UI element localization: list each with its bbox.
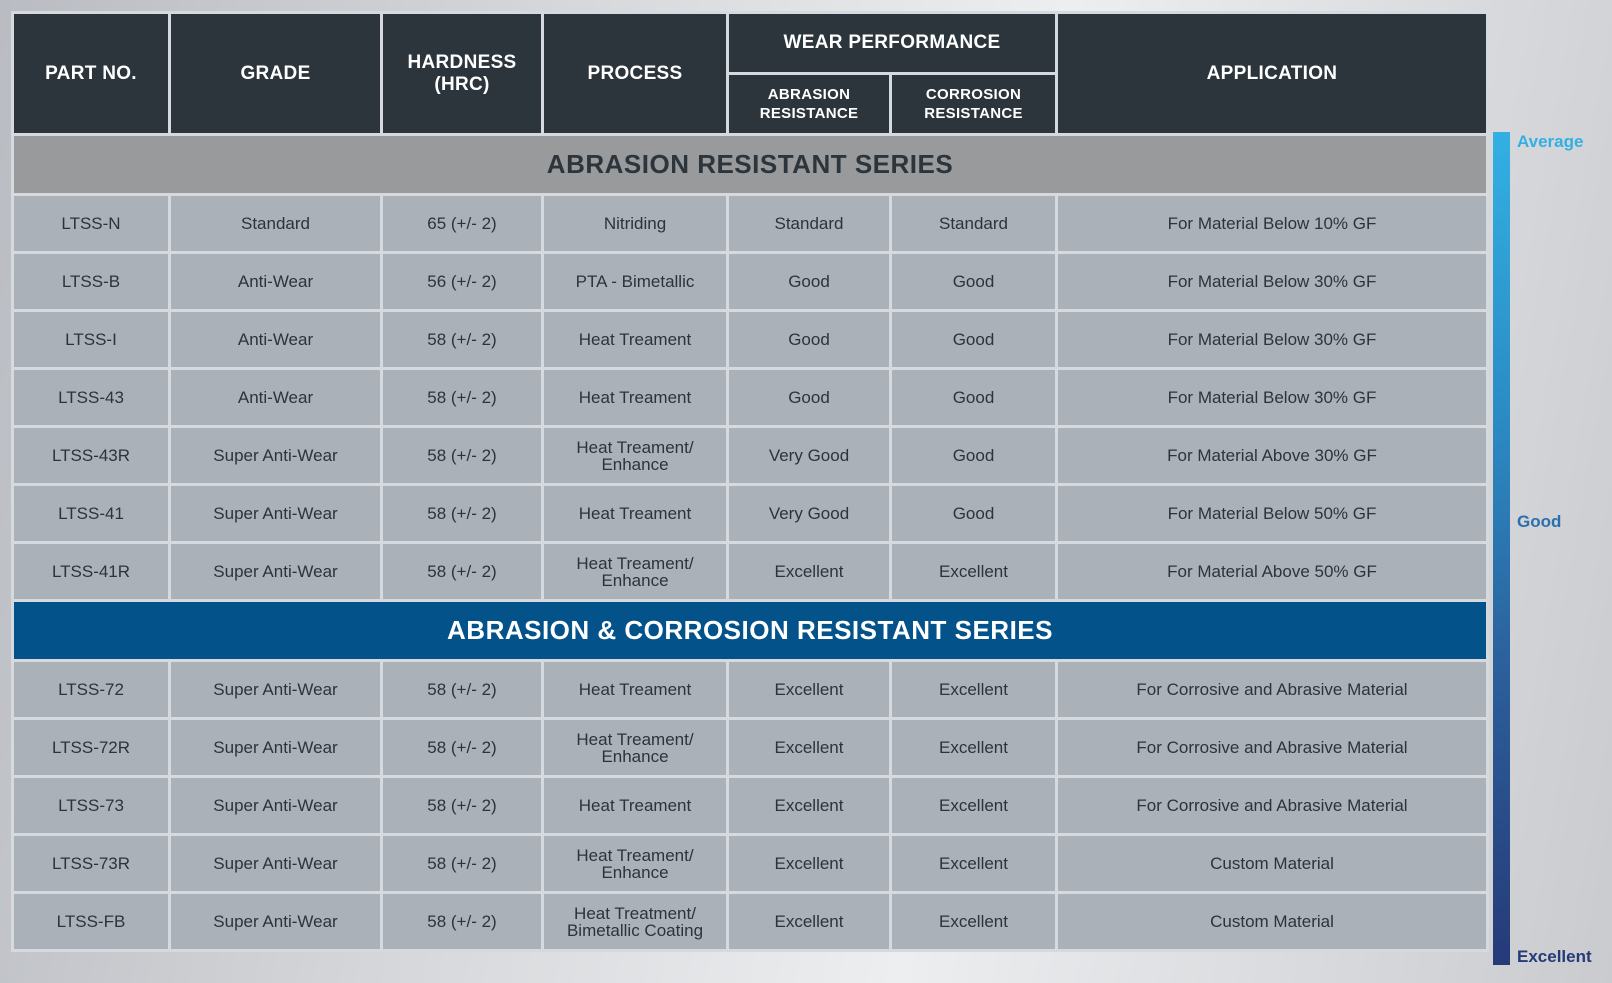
table-row (13, 661, 1488, 719)
header-wear-performance: WEAR PERFORMANCE (728, 13, 1057, 74)
cell-process (543, 369, 728, 427)
cell-process-line: Heat Treament/ (576, 437, 694, 457)
cell-corrosion: Good (891, 311, 1057, 369)
cell-grade: Anti-Wear (170, 369, 382, 427)
cell-application: For Material Below 50% GF (1057, 485, 1488, 543)
cell-application: For Material Below 30% GF (1057, 253, 1488, 311)
cell-application: For Material Above 50% GF (1057, 543, 1488, 601)
header-corrosion-resistance (891, 74, 1057, 135)
table-row (13, 195, 1488, 253)
section-title: ABRASION RESISTANT SERIES (13, 135, 1488, 195)
cell-process-line: Heat Treament/ (576, 845, 694, 865)
cell-grade: Anti-Wear (170, 311, 382, 369)
table-row (13, 835, 1488, 893)
cell-grade: Anti-Wear (170, 253, 382, 311)
table-body (13, 135, 1488, 951)
table-row (13, 543, 1488, 601)
cell-process-line: Nitriding (603, 214, 667, 233)
cell-process-line: Heat Treament (578, 388, 692, 407)
header-application: APPLICATION (1057, 13, 1488, 135)
cell-grade: Super Anti-Wear (170, 543, 382, 601)
performance-scale-bar (1493, 132, 1510, 965)
cell-abrasion: Excellent (728, 661, 891, 719)
cell-process-line: Heat Treament/ (576, 729, 694, 749)
header-process: PROCESS (543, 13, 728, 135)
cell-process-line: Heat Treatment/ (574, 903, 696, 923)
table-row (13, 777, 1488, 835)
cell-process (543, 427, 728, 485)
spec-table (11, 11, 1489, 952)
cell-process (543, 835, 728, 893)
cell-abrasion: Good (728, 311, 891, 369)
section-row (13, 601, 1488, 661)
cell-corrosion: Excellent (891, 893, 1057, 951)
cell-hardness: 58 (+/- 2) (382, 369, 543, 427)
header-abrasion-line1: ABRASION (767, 86, 851, 103)
cell-hardness: 58 (+/- 2) (382, 485, 543, 543)
cell-process-line: Heat Treament (578, 330, 692, 349)
scale-label-excellent: Excellent (1517, 947, 1592, 966)
cell-corrosion: Excellent (891, 543, 1057, 601)
cell-part: LTSS-B (13, 253, 170, 311)
cell-hardness: 58 (+/- 2) (382, 893, 543, 951)
header-hardness-line2: (HRC) (434, 73, 490, 95)
cell-abrasion: Excellent (728, 777, 891, 835)
cell-part: LTSS-43 (13, 369, 170, 427)
header-abrasion-line2: RESISTANCE (759, 105, 859, 122)
cell-grade: Super Anti-Wear (170, 719, 382, 777)
table-row (13, 893, 1488, 951)
cell-part: LTSS-41 (13, 485, 170, 543)
cell-process (543, 485, 728, 543)
cell-abrasion: Very Good (728, 427, 891, 485)
header-corrosion-line1: CORROSION (925, 86, 1022, 103)
cell-process (543, 893, 728, 951)
cell-process (543, 661, 728, 719)
cell-process-line: Enhance (601, 746, 669, 766)
cell-grade: Super Anti-Wear (170, 835, 382, 893)
cell-hardness: 58 (+/- 2) (382, 661, 543, 719)
cell-corrosion: Good (891, 369, 1057, 427)
cell-process-line: Heat Treament (578, 680, 692, 699)
header-corrosion-line2: RESISTANCE (924, 105, 1023, 122)
cell-application: For Material Above 30% GF (1057, 427, 1488, 485)
cell-hardness: 58 (+/- 2) (382, 835, 543, 893)
table-header (13, 13, 1488, 135)
cell-corrosion: Standard (891, 195, 1057, 253)
section-title: ABRASION & CORROSION RESISTANT SERIES (13, 601, 1488, 661)
cell-corrosion: Excellent (891, 835, 1057, 893)
cell-process-line: Enhance (601, 454, 669, 474)
cell-grade: Super Anti-Wear (170, 893, 382, 951)
cell-abrasion: Good (728, 369, 891, 427)
cell-application: For Material Below 10% GF (1057, 195, 1488, 253)
cell-hardness: 58 (+/- 2) (382, 777, 543, 835)
section-row (13, 135, 1488, 195)
header-part-no: PART NO. (13, 13, 170, 135)
cell-part: LTSS-72 (13, 661, 170, 719)
cell-process-line: Heat Treament (578, 504, 692, 523)
cell-process-line: PTA - Bimetallic (575, 272, 695, 291)
cell-abrasion: Standard (728, 195, 891, 253)
cell-process-line: Heat Treament (578, 796, 692, 815)
cell-hardness: 58 (+/- 2) (382, 427, 543, 485)
cell-process (543, 311, 728, 369)
cell-abrasion: Very Good (728, 485, 891, 543)
cell-grade: Super Anti-Wear (170, 661, 382, 719)
cell-grade: Super Anti-Wear (170, 485, 382, 543)
cell-application: For Material Below 30% GF (1057, 311, 1488, 369)
scale-label-average: Average (1517, 132, 1584, 151)
header-hardness (382, 13, 543, 135)
cell-part: LTSS-FB (13, 893, 170, 951)
cell-application: For Corrosive and Abrasive Material (1057, 719, 1488, 777)
cell-part: LTSS-73 (13, 777, 170, 835)
cell-hardness: 58 (+/- 2) (382, 719, 543, 777)
cell-part: LTSS-72R (13, 719, 170, 777)
cell-application: Custom Material (1057, 893, 1488, 951)
cell-corrosion: Good (891, 485, 1057, 543)
cell-process (543, 719, 728, 777)
cell-corrosion: Excellent (891, 661, 1057, 719)
header-abrasion-resistance (728, 74, 891, 135)
cell-corrosion: Excellent (891, 719, 1057, 777)
cell-process (543, 543, 728, 601)
cell-abrasion: Excellent (728, 835, 891, 893)
cell-part: LTSS-I (13, 311, 170, 369)
table-row (13, 485, 1488, 543)
cell-application: Custom Material (1057, 835, 1488, 893)
cell-corrosion: Good (891, 253, 1057, 311)
cell-application: For Corrosive and Abrasive Material (1057, 777, 1488, 835)
cell-process-line: Bimetallic Coating (566, 920, 704, 940)
cell-part: LTSS-41R (13, 543, 170, 601)
header-hardness-line1: HARDNESS (407, 51, 517, 73)
table-row (13, 427, 1488, 485)
cell-abrasion: Excellent (728, 719, 891, 777)
table-row (13, 253, 1488, 311)
scale-label-good: Good (1517, 512, 1562, 531)
cell-application: For Material Below 30% GF (1057, 369, 1488, 427)
cell-corrosion: Excellent (891, 777, 1057, 835)
table-row (13, 311, 1488, 369)
cell-application: For Corrosive and Abrasive Material (1057, 661, 1488, 719)
cell-part: LTSS-73R (13, 835, 170, 893)
cell-process-line: Enhance (601, 862, 669, 882)
table-row (13, 719, 1488, 777)
cell-process (543, 777, 728, 835)
cell-process-line: Enhance (601, 570, 669, 590)
cell-abrasion: Good (728, 253, 891, 311)
cell-process (543, 253, 728, 311)
cell-corrosion: Good (891, 427, 1057, 485)
table-row (13, 369, 1488, 427)
cell-process (543, 195, 728, 253)
cell-abrasion: Excellent (728, 893, 891, 951)
cell-hardness: 58 (+/- 2) (382, 543, 543, 601)
cell-hardness: 65 (+/- 2) (382, 195, 543, 253)
header-grade: GRADE (170, 13, 382, 135)
cell-grade: Super Anti-Wear (170, 777, 382, 835)
cell-grade: Standard (170, 195, 382, 253)
cell-process-line: Heat Treament/ (576, 553, 694, 573)
cell-part: LTSS-43R (13, 427, 170, 485)
cell-part: LTSS-N (13, 195, 170, 253)
cell-grade: Super Anti-Wear (170, 427, 382, 485)
cell-hardness: 56 (+/- 2) (382, 253, 543, 311)
cell-abrasion: Excellent (728, 543, 891, 601)
cell-hardness: 58 (+/- 2) (382, 311, 543, 369)
